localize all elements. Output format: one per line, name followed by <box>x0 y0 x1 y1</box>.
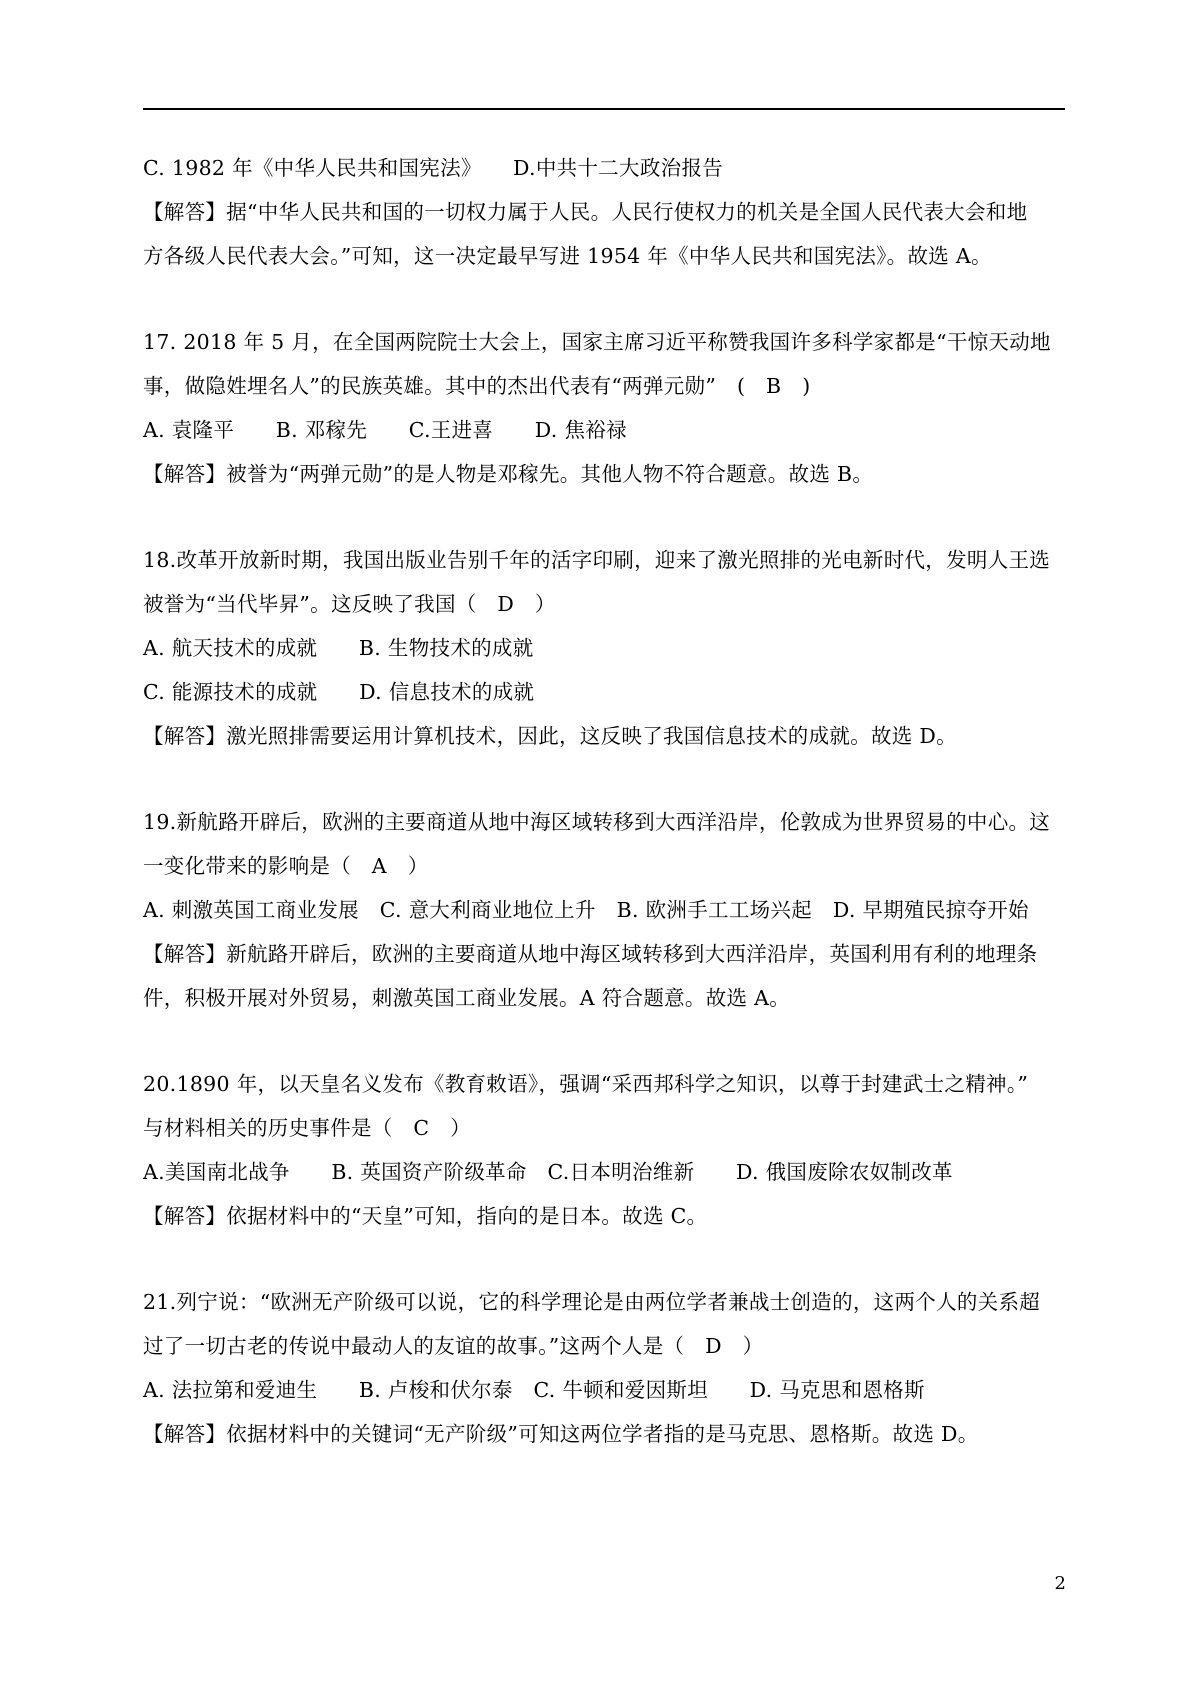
answer-line: 方各级人民代表大会。”可知，这一决定最早写进 1954 年《中华人民共和国宪法》。故选 A。 <box>143 244 992 268</box>
question-17: 17. 2018 年 5 月，在全国两院院士大会上，国家主席习近平称赞我国许多科学家都是“干惊天动地 <box>143 330 1051 354</box>
header-rule <box>143 108 1065 110</box>
page-number: 2 <box>1054 1573 1066 1594</box>
question-line: 与材料相关的历史事件是（ C ） <box>143 1116 471 1140</box>
option-line: C. 1982 年《中华人民共和国宪法》 D.中共十二大政治报告 <box>143 156 724 180</box>
answer-line: 件，积极开展对外贸易，刺激英国工商业发展。A 符合题意。故选 A。 <box>143 986 791 1010</box>
option-line: C. 能源技术的成就 D. 信息技术的成就 <box>143 680 535 704</box>
answer-line: 【解答】激光照排需要运用计算机技术，因此，这反映了我国信息技术的成就。故选 D。 <box>143 724 957 748</box>
question-line: 事，做隐姓埋名人”的民族英雄。其中的杰出代表有“两弹元勋” ( B ) <box>143 374 811 398</box>
answer-line: 【解答】被誉为“两弹元勋”的是人物是邓稼先。其他人物不符合题意。故选 B。 <box>143 462 874 486</box>
option-line: A. 袁隆平 B. 邓稼先 C.王进喜 D. 焦裕禄 <box>143 418 627 442</box>
answer-line: 【解答】依据材料中的关键词“无产阶级”可知这两位学者指的是马克思、恩格斯。故选 D。 <box>143 1422 979 1446</box>
question-21: 21.列宁说：“欧洲无产阶级可以说，它的科学理论是由两位学者兼战士创造的，这两个人的关系超 <box>143 1290 1041 1314</box>
question-line: 一变化带来的影响是（ A ） <box>143 854 429 878</box>
answer-line: 【解答】依据材料中的“天皇”可知，指向的是日本。故选 C。 <box>143 1204 708 1228</box>
option-line: A. 航天技术的成就 B. 生物技术的成就 <box>143 636 534 660</box>
option-line: A. 刺激英国工商业发展 C. 意大利商业地位上升 B. 欧洲手工工场兴起 D. 早期殖民掠夺开始 <box>143 898 1029 922</box>
question-line: 过了一切古老的传说中最动人的友谊的故事。”这两个人是（ D ） <box>143 1334 764 1358</box>
option-line: A. 法拉第和爱迪生 B. 卢梭和伏尔泰 C. 牛顿和爱因斯坦 D. 马克思和恩格斯 <box>143 1378 925 1402</box>
answer-line: 【解答】新航路开辟后，欧洲的主要商道从地中海区域转移到大西洋沿岸，英国利用有利的地理条 <box>143 942 1038 966</box>
question-20: 20.1890 年，以天皇名义发布《教育敕语》，强调“采西邦科学之知识，以尊于封建武士之精神。” <box>143 1072 1029 1096</box>
answer-line: 【解答】据“中华人民共和国的一切权力属于人民。人民行使权力的机关是全国人民代表大会和地 <box>143 200 1028 224</box>
question-19: 19.新航路开辟后，欧洲的主要商道从地中海区域转移到大西洋沿岸，伦敦成为世界贸易的中心。这 <box>143 810 1051 834</box>
option-line: A.美国南北战争 B. 英国资产阶级革命 C.日本明治维新 D. 俄国废除农奴制改革 <box>143 1160 953 1184</box>
question-line: 被誉为“当代毕昇”。这反映了我国（ D ） <box>143 592 556 616</box>
question-18: 18.改革开放新时期，我国出版业告别千年的活字印刷，迎来了激光照排的光电新时代，发明人王选 <box>143 548 1051 572</box>
